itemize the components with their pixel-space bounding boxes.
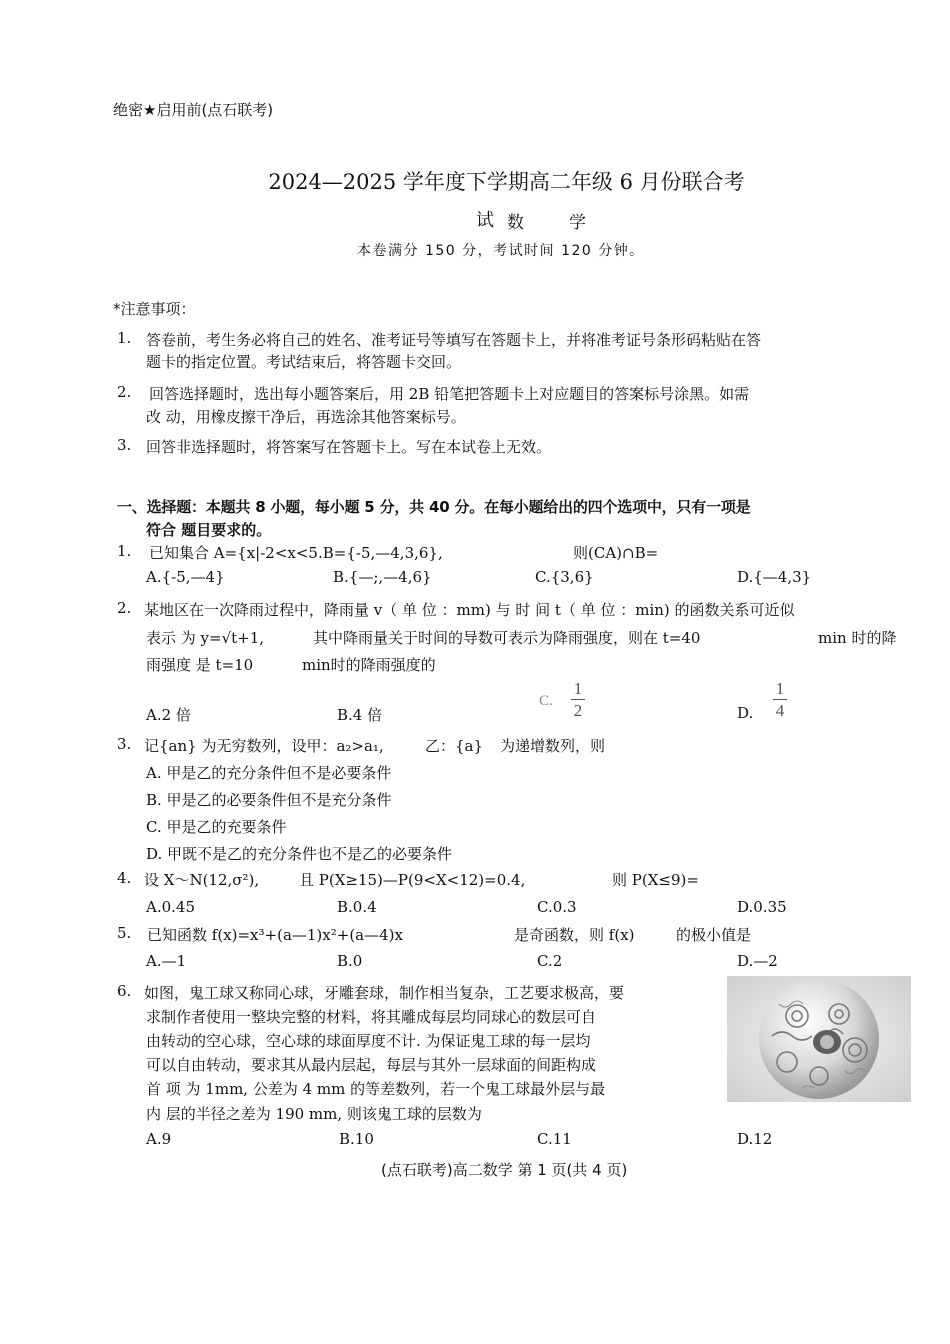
q6-line-2: 求制作者使用一整块完整的材料，将其雕成每层均同球心的数层可自 — [146, 1008, 597, 1026]
q4-option-c: C.0.3 — [537, 898, 577, 916]
q1-option-d: D.{—4,3} — [737, 568, 812, 586]
q2-line-3: 雨强度 是 t=10 — [146, 656, 254, 674]
q2-option-c-fraction-bar — [571, 699, 585, 700]
q2-option-d-numerator: 1 — [775, 679, 785, 698]
q5-stem: 已知函数 f(x)=x³+(a—1)x²+(a—4)x — [147, 926, 403, 944]
q6-line-5: 首 项 为 1mm, 公差为 4 mm 的等差数列，若一个鬼工球最外层与最 — [146, 1080, 606, 1098]
q1-stem: 已知集合 A={x|-2<x<5.B={-5,—4,3,6}, — [149, 544, 443, 562]
q5-option-d: D.—2 — [737, 952, 778, 970]
q2-option-c-numerator: 1 — [573, 679, 583, 698]
q2-option-d-fraction — [773, 680, 787, 719]
note-2-line-2: 改 动，用橡皮擦干净后，再选涂其他答案标号。 — [146, 408, 466, 426]
q4-stem: 设 X～N(12,σ²), — [144, 871, 260, 889]
q2-option-d-fraction-bar — [773, 699, 787, 700]
exam-title: 2024—2025 学年度下学期高二年级 6 月份联合考 — [268, 170, 745, 194]
q1-num: 1. — [117, 542, 132, 560]
q3-option-a: A. 甲是乙的充分条件但不是必要条件 — [146, 764, 392, 782]
notes-heading: *注意事项： — [113, 300, 196, 318]
ghost-ball-illustration — [727, 976, 911, 1102]
q2-line-2-end: min 时的降 — [818, 629, 897, 647]
q2-line-1: 某地区在一次降雨过程中，降雨量 v（ 单 位 ：mm) 与 时 间 t（ 单 位 ：min) 的函数关系可近似 — [144, 601, 795, 619]
q4-option-b: B.0.4 — [337, 898, 377, 916]
subject-char-1: 试 — [476, 210, 494, 231]
q6-option-d: D.12 — [737, 1130, 773, 1148]
q1-stem-end: 则(CA)∩B= — [573, 544, 659, 562]
q1-option-c: C.{3,6} — [535, 568, 594, 586]
q2-line-2-middle: 其中降雨量关于时间的导数可表示为降雨强度，则在 t=40 — [313, 629, 701, 647]
q6-line-3: 由转动的空心球，空心球的球面厚度不计. 为保证鬼工球的每一层均 — [146, 1032, 591, 1050]
q6-option-a: A.9 — [146, 1130, 172, 1148]
note-2-line-1: 回答选择题时，选出每小题答案后，用 2B 铅笔把答题卡上对应题目的答案标号涂黑。如需 — [149, 385, 750, 403]
subject-char-3: 学 — [569, 213, 586, 233]
ghost-ball-photo — [727, 976, 911, 1102]
q3-stem: 记{an} 为无穷数列，设甲：a₂>a₁, — [144, 737, 384, 755]
q2-option-c-denominator: 2 — [573, 701, 583, 720]
q1-option-b: B.{—;,—4,6} — [333, 568, 432, 586]
q4-option-d: D.0.35 — [737, 898, 787, 916]
q5-option-c: C.2 — [537, 952, 563, 970]
q3-stem-middle: 乙：{a} — [425, 737, 484, 755]
q6-line-4: 可以自由转动，要求其从最内层起，每层与其外一层球面的间距构成 — [146, 1056, 597, 1074]
page-footer: (点石联考)高二数学 第 1 页(共 4 页) — [381, 1161, 628, 1179]
q5-stem-middle: 是奇函数，则 f(x) — [514, 926, 635, 944]
q2-option-c-fraction — [571, 680, 585, 719]
q3-option-c: C. 甲是乙的充要条件 — [146, 818, 287, 836]
q6-line-6: 内 层的半径之差为 190 mm, 则该鬼工球的层数为 — [146, 1105, 482, 1123]
q6-num: 6. — [117, 982, 132, 1000]
exam-info: 本卷满分 150 分，考试时间 120 分钟。 — [357, 243, 645, 259]
confidential-label: 绝密★启用前(点石联考) — [113, 101, 274, 119]
q4-option-a: A.0.45 — [146, 898, 195, 916]
q2-option-c-letter: C. — [539, 693, 553, 709]
subject-char-2: 数 — [507, 213, 524, 233]
q5-option-b: B.0 — [337, 952, 363, 970]
q5-option-a: A.—1 — [146, 952, 187, 970]
q2-line-3-end: min时的降雨强度的 — [302, 656, 436, 674]
q2-option-d-letter: D. — [737, 704, 754, 722]
q2-option-b: B.4 倍 — [337, 706, 383, 724]
section-heading-line-2: 符合 题目要求的。 — [146, 521, 272, 539]
q4-stem-middle: 且 P(X≥15)—P(9<X<12)=0.4, — [299, 871, 526, 889]
q5-num: 5. — [117, 924, 132, 942]
note-2-num: 2. — [117, 383, 132, 401]
q4-stem-end: 则 P(X≤9)= — [612, 871, 699, 889]
note-1-line-1: 答卷前，考生务必将自己的姓名、准考证号等填写在答题卡上，并将准考证号条形码粘贴在答 — [146, 331, 762, 349]
q3-option-b: B. 甲是乙的必要条件但不是充分条件 — [146, 791, 392, 809]
q3-stem-end: 为递增数列，则 — [500, 737, 606, 755]
q6-option-c: C.11 — [537, 1130, 572, 1148]
note-3-line-1: 回答非选择题时，将答案写在答题卡上。写在本试卷上无效。 — [146, 438, 552, 456]
q3-num: 3. — [117, 735, 132, 753]
q2-option-d-denominator: 4 — [775, 701, 785, 720]
q3-option-d: D. 甲既不是乙的充分条件也不是乙的必要条件 — [146, 845, 453, 863]
q2-line-2: 表示 为 y=√t+1, — [146, 629, 265, 647]
note-3-num: 3. — [117, 436, 132, 454]
q2-num: 2. — [117, 599, 132, 617]
q2-option-a: A.2 倍 — [146, 706, 191, 724]
section-heading-line-1: 一、选择题：本题共 8 小题，每小题 5 分，共 40 分。在每小题给出的四个选项中，只有一项是 — [117, 498, 751, 516]
note-1-line-2: 题卡的指定位置。考试结束后，将答题卡交回。 — [146, 353, 462, 371]
q6-option-b: B.10 — [339, 1130, 374, 1148]
q4-num: 4. — [117, 869, 132, 887]
q1-option-a: A.{-5,—4} — [146, 568, 225, 586]
q5-stem-end: 的极小值是 — [676, 926, 752, 944]
note-1-num: 1. — [117, 329, 132, 347]
q6-line-1: 如图，鬼工球又称同心球，牙雕套球，制作相当复杂，工艺要求极高，要 — [144, 984, 625, 1002]
